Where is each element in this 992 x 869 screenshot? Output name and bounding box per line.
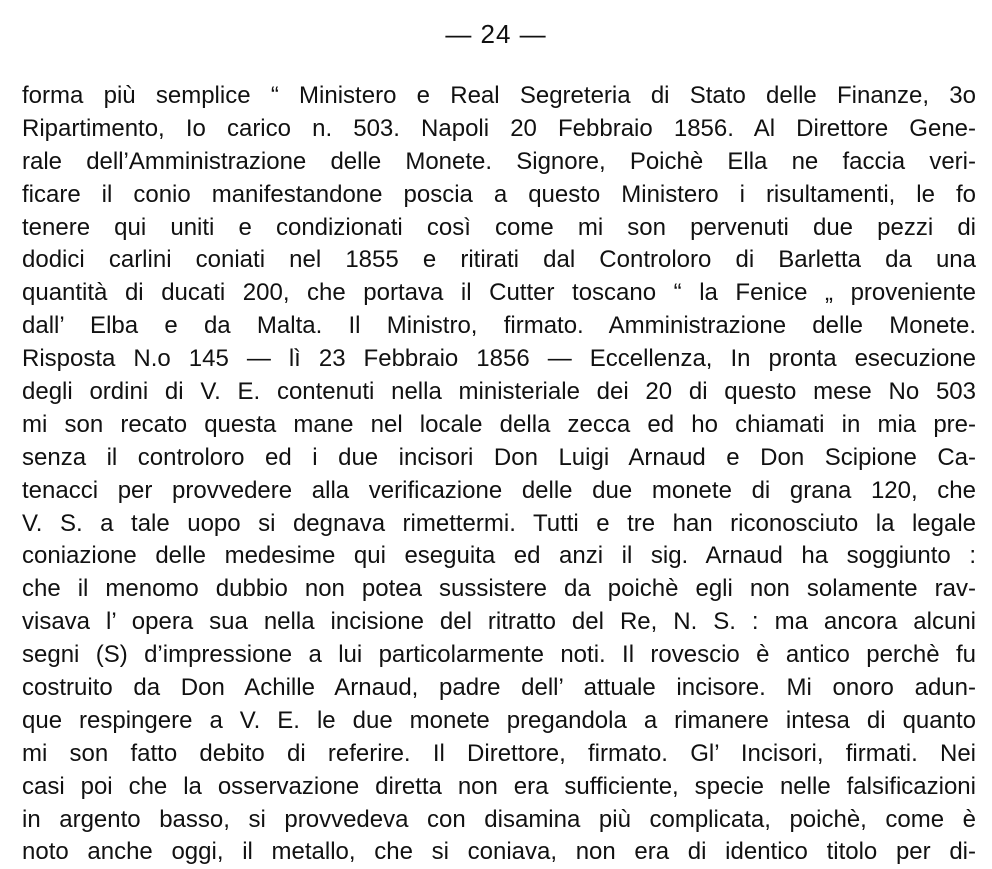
text-line: visava l’ opera sua nella incisione del ritratto del Re, N. S. : ma ancora alcuni [22, 608, 976, 636]
text-line: dall’ Elba e da Malta. Il Ministro, firmato. Amministrazione delle Monete. [22, 312, 976, 340]
text-line: in argento basso, si provvedeva con disamina più complicata, poichè, come è [22, 805, 976, 833]
text-line: casi poi che la osservazione diretta non era sufficiente, specie nelle falsificazioni [22, 772, 976, 800]
text-line: degli ordini di V. E. contenuti nella ministeriale dei 20 di questo mese No 503 [22, 378, 976, 406]
text-line: Ripartimento, Io carico n. 503. Napoli 20 Febbraio 1856. Al Direttore Gene- [22, 114, 976, 142]
text-line: V. S. a tale uopo si degnava rimettermi. Tutti e tre han riconosciuto la legale [22, 509, 976, 537]
body-text [22, 80, 976, 869]
text-line: rale dell’Amministrazione delle Monete. Signore, Poichè Ella ne faccia veri- [22, 147, 976, 175]
text-line: ficare il conio manifestandone poscia a questo Ministero i risultamenti, le fo [22, 180, 976, 208]
text-line: tenacci per provvedere alla verificazione delle due monete di grana 120, che [22, 476, 976, 504]
page-number: — 24 — [445, 19, 547, 49]
text-line: forma più semplice “ Ministero e Real Segreteria di Stato delle Finanze, 3o [22, 82, 976, 109]
text-line: tenere qui uniti e condizionati così come mi son pervenuti due pezzi di [22, 213, 976, 241]
text-line: noto anche oggi, il metallo, che si coniava, non era di identico titolo per di- [22, 838, 976, 866]
text-line: coniazione delle medesime qui eseguita ed anzi il sig. Arnaud ha soggiunto : [22, 542, 976, 570]
text-line: que respingere a V. E. le due monete pregandola a rimanere intesa di quanto [22, 706, 976, 734]
text-line: che il menomo dubbio non potea sussistere da poichè egli non solamente rav- [22, 575, 976, 603]
text-line: senza il controloro ed i due incisori Don Luigi Arnaud e Don Scipione Ca- [22, 443, 976, 471]
text-line: quantità di ducati 200, che portava il Cutter toscano “ la Fenice „ proveniente [22, 279, 976, 307]
text-line: mi son fatto debito di referire. Il Direttore, firmato. Gl’ Incisori, firmati. Nei [22, 739, 976, 767]
text-line: segni (S) d’impressione a lui particolarmente noti. Il rovescio è antico perchè fu [22, 641, 976, 669]
text-line: Risposta N.o 145 — lì 23 Febbraio 1856 — Eccellenza, In pronta esecuzione [22, 345, 976, 373]
text-line: dodici carlini coniati nel 1855 e ritirati dal Controloro di Barletta da una [22, 246, 976, 274]
text-line: mi son recato questa mane nel locale della zecca ed ho chiamati in mia pre- [22, 410, 976, 438]
text-line: costruito da Don Achille Arnaud, padre dell’ attuale incisore. Mi onoro adun- [22, 674, 976, 702]
